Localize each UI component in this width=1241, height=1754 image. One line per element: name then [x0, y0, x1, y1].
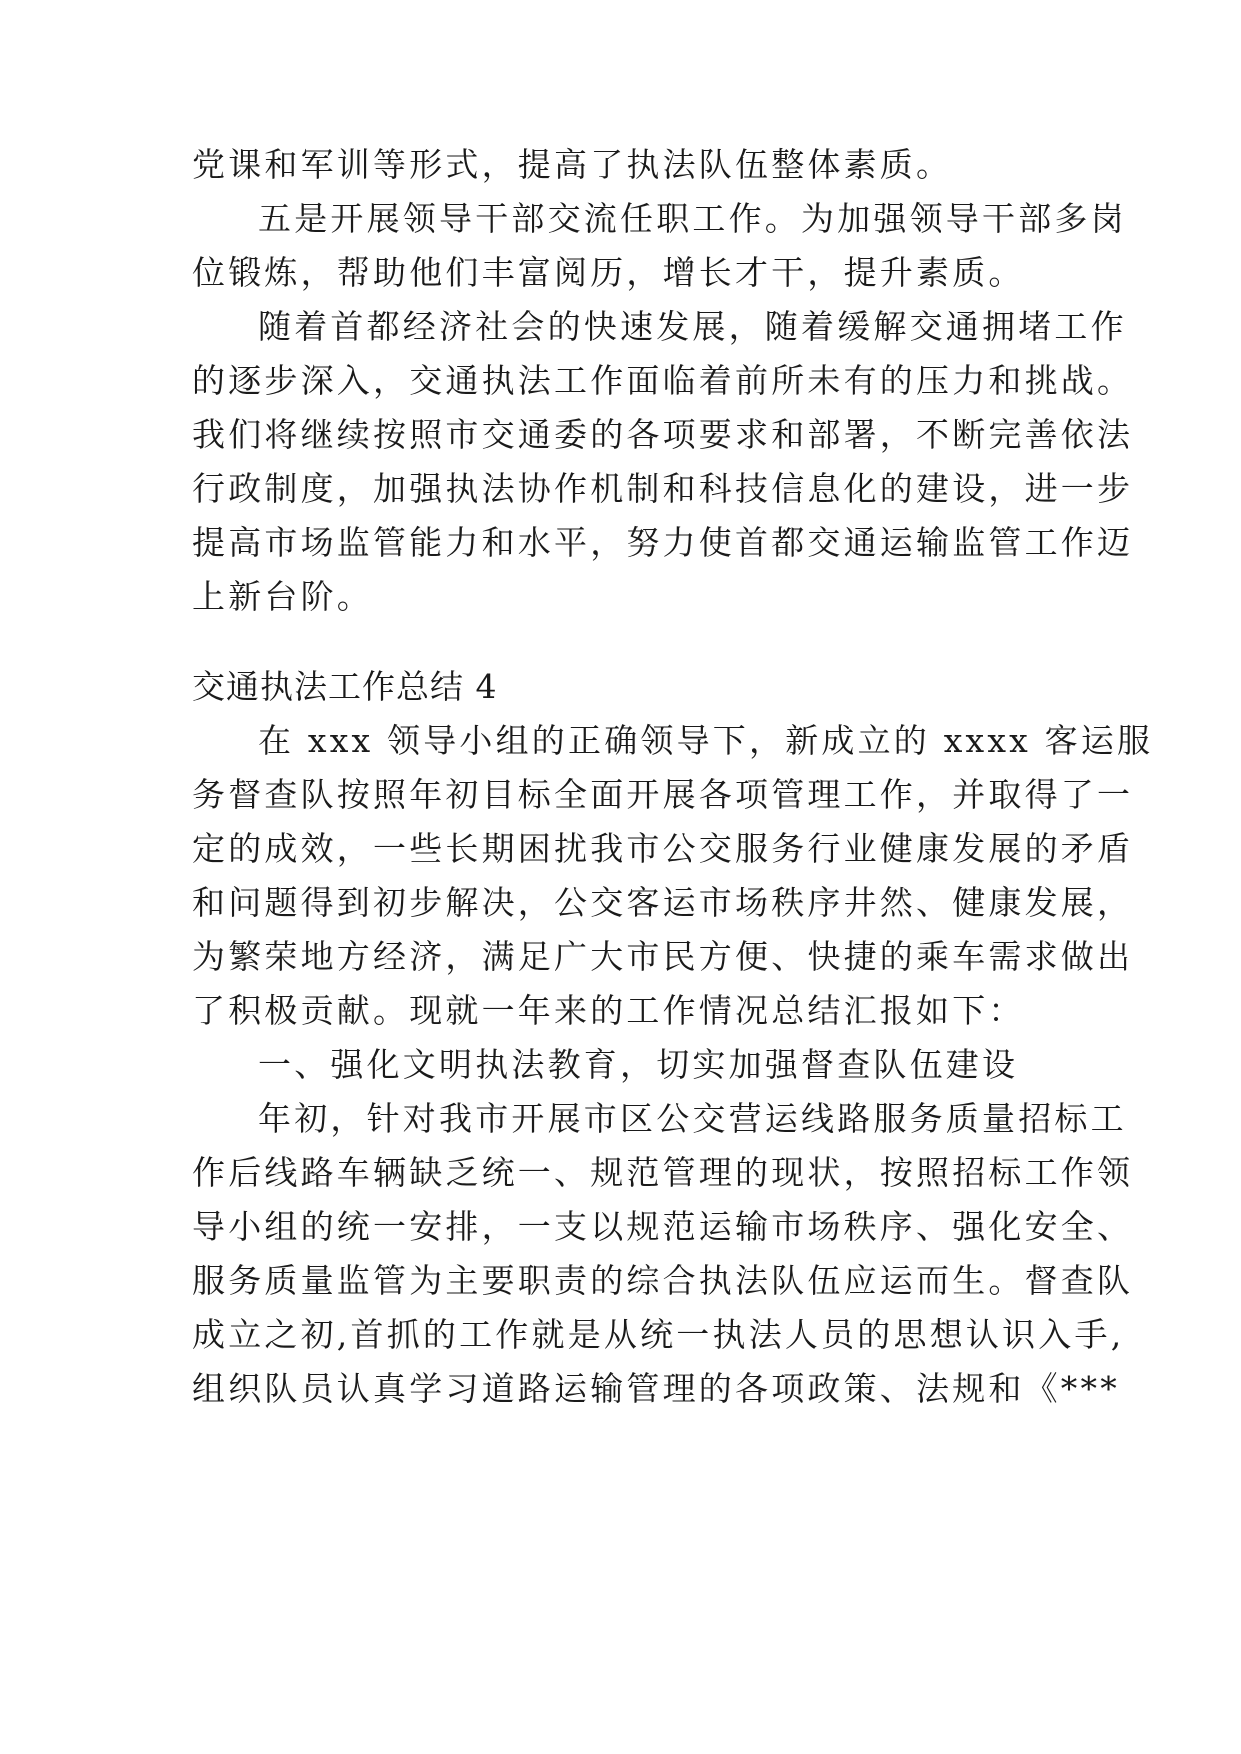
paragraph-line: 和问题得到初步解决，公交客运市场秩序井然、健康发展， — [192, 883, 1134, 922]
paragraph-line: 五是开展领导干部交流任职工作。为加强领导干部多岗 — [258, 199, 1127, 238]
paragraph-line: 为繁荣地方经济，满足广大市民方便、快捷的乘车需求做出 — [192, 937, 1134, 976]
paragraph-line: 上新台阶。 — [192, 577, 373, 616]
paragraph-line: 我们将继续按照市交通委的各项要求和部署，不断完善依法 — [192, 415, 1134, 454]
paragraph-line: 成立之初,首抓的工作就是从统一执法人员的思想认识入手, — [192, 1315, 1125, 1354]
paragraph-line: 行政制度，加强执法协作机制和科技信息化的建设，进一步 — [192, 469, 1134, 508]
paragraph-line: 导小组的统一安排，一支以规范运输市场秩序、强化安全、 — [192, 1207, 1134, 1246]
paragraph-line: 位锻炼，帮助他们丰富阅历，增长才干，提升素质。 — [192, 253, 1025, 292]
paragraph-line: 服务质量监管为主要职责的综合执法队伍应运而生。督查队 — [192, 1261, 1134, 1300]
paragraph-line: 随着首都经济社会的快速发展，随着缓解交通拥堵工作 — [258, 307, 1127, 346]
paragraph-line: 党课和军训等形式，提高了执法队伍整体素质。 — [192, 145, 953, 184]
paragraph-line: 年初，针对我市开展市区公交营运线路服务质量招标工 — [258, 1099, 1127, 1138]
paragraph-line: 定的成效，一些长期困扰我市公交服务行业健康发展的矛盾 — [192, 829, 1134, 868]
section-heading: 交通执法工作总结 4 — [192, 667, 498, 706]
paragraph-line: 了积极贡献。现就一年来的工作情况总结汇报如下： — [192, 991, 1025, 1030]
paragraph-line: 在 xxx 领导小组的正确领导下，新成立的 xxxx 客运服 — [258, 721, 1154, 760]
paragraph-line: 务督查队按照年初目标全面开展各项管理工作，并取得了一 — [192, 775, 1134, 814]
paragraph-line: 组织队员认真学习道路运输管理的各项政策、法规和《*** — [192, 1369, 1120, 1408]
paragraph-line: 提高市场监管能力和水平，努力使首都交通运输监管工作迈 — [192, 523, 1134, 562]
paragraph-line: 的逐步深入，交通执法工作面临着前所未有的压力和挑战。 — [192, 361, 1134, 400]
paragraph-line: 作后线路车辆缺乏统一、规范管理的现状，按照招标工作领 — [192, 1153, 1134, 1192]
subsection-heading: 一、强化文明执法教育，切实加强督查队伍建设 — [258, 1045, 1019, 1084]
